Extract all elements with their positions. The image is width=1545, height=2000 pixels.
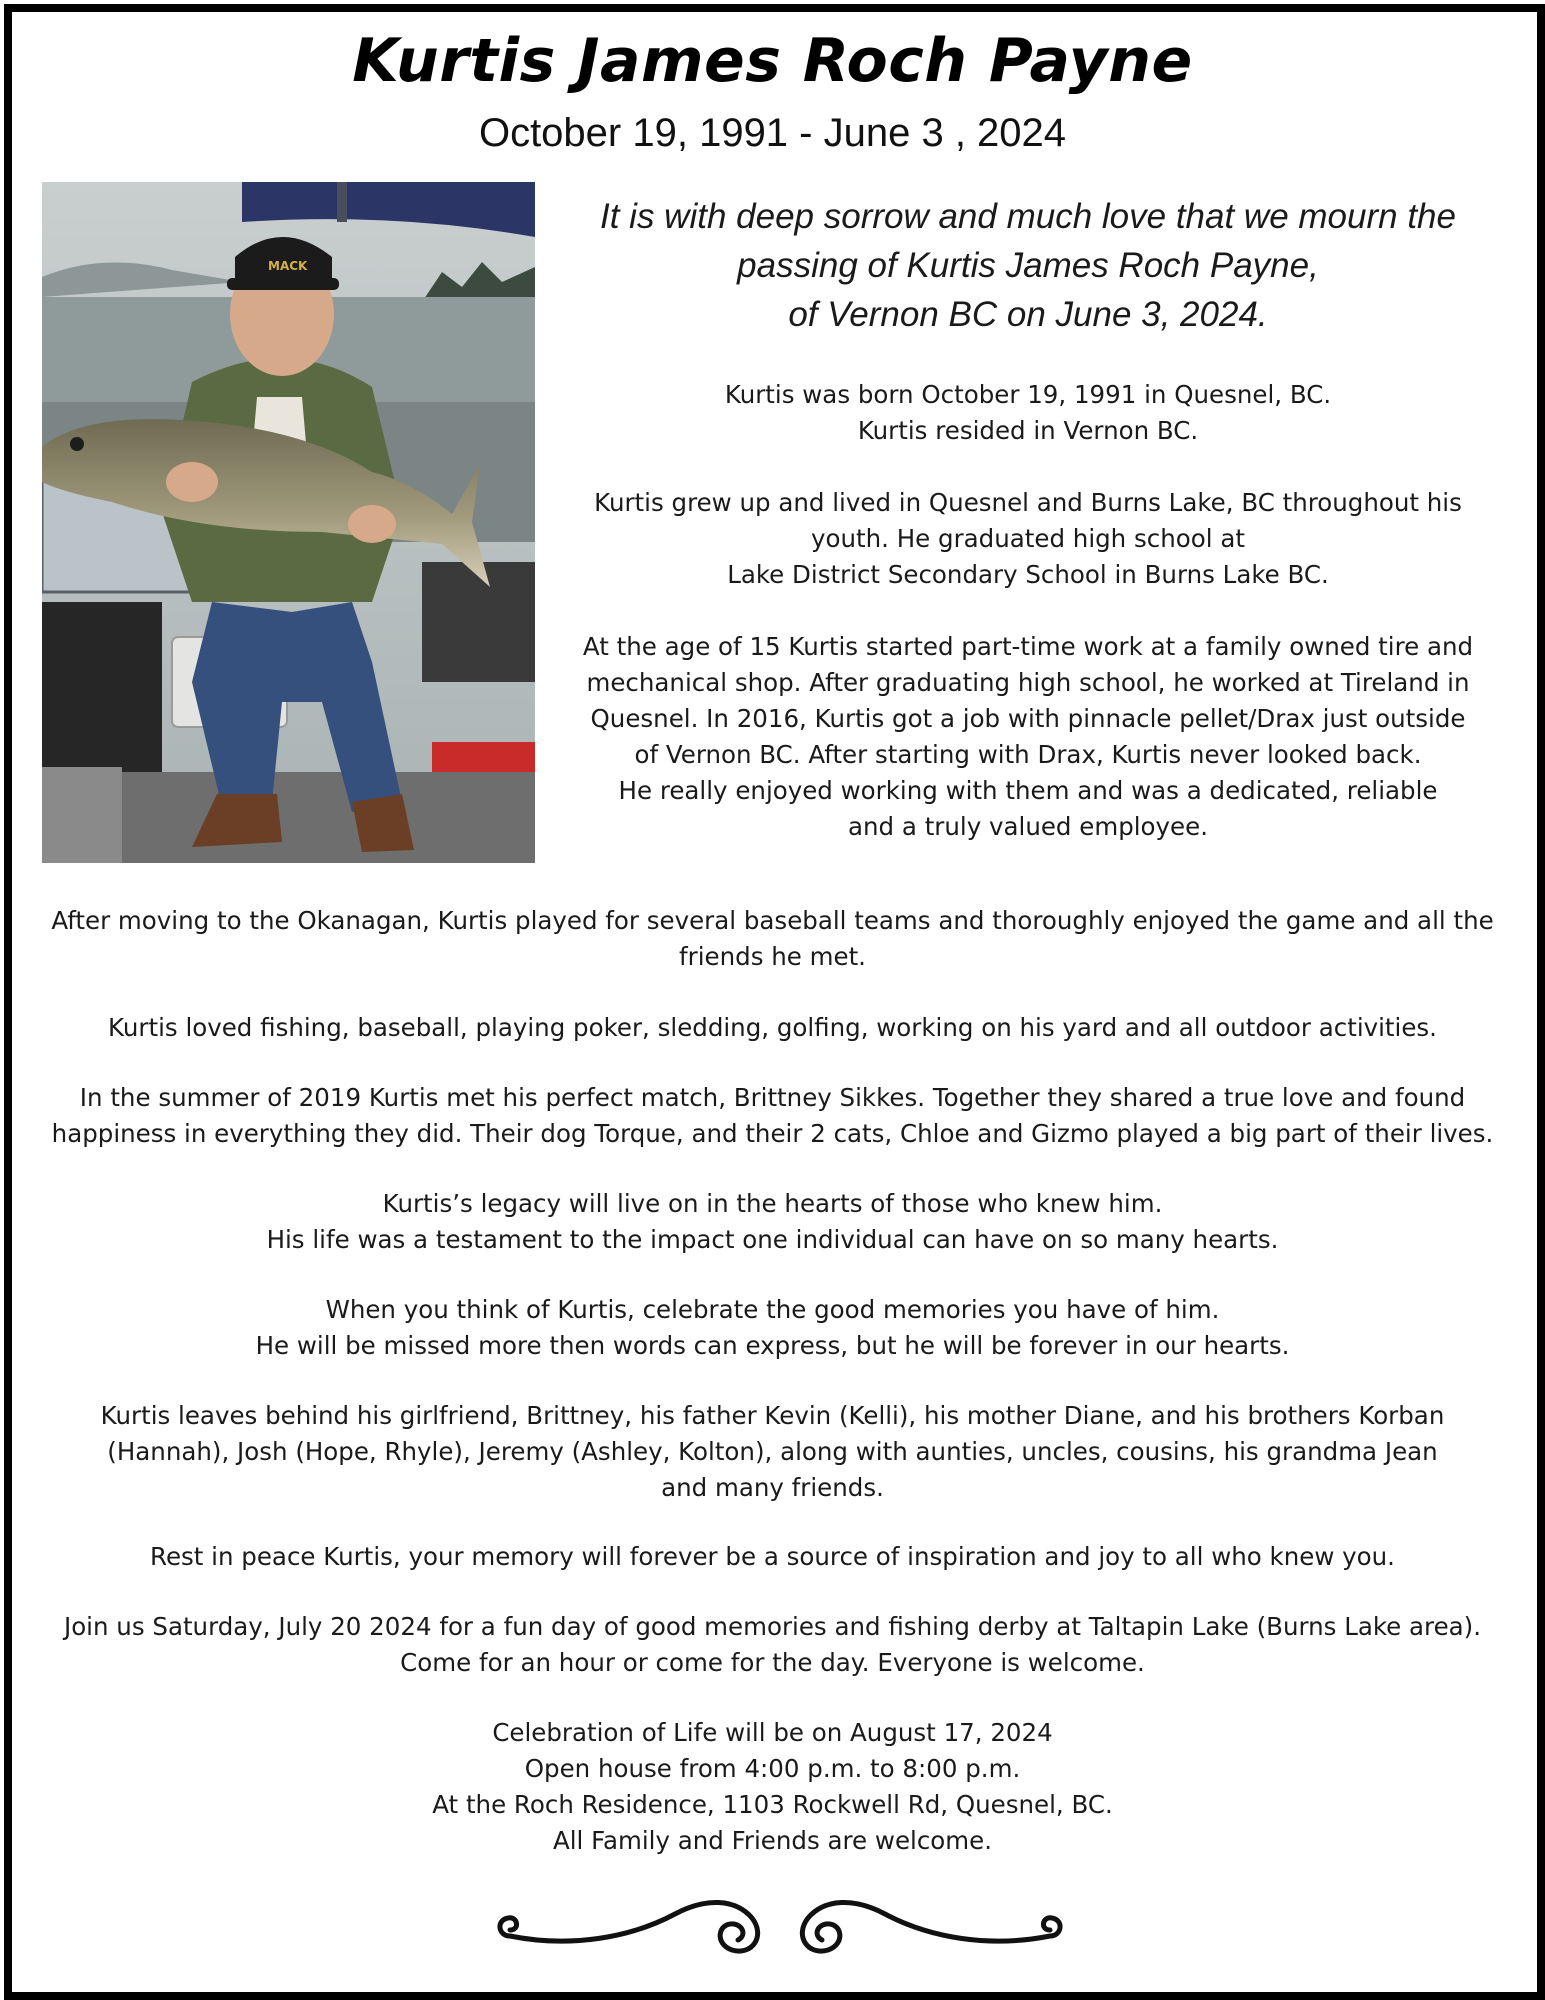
obituary-name: Kurtis James Roch Payne xyxy=(352,26,1193,96)
text-line: At the age of 15 Kurtis started part-time work at a family owned tire and xyxy=(582,632,1474,661)
text-line: When you think of Kurtis, celebrate the good memories you have of him. xyxy=(325,1295,1220,1324)
ornamental-flourish-icon xyxy=(490,1878,1070,1958)
paragraph-partner xyxy=(0,1080,1545,1152)
text-line: Kurtis leaves behind his girlfriend, Brittney, his father Kevin (Kelli), his mother Diane, and his brothers Korban xyxy=(100,1401,1445,1430)
paragraph-legacy xyxy=(0,1186,1545,1258)
text-line: happiness in everything they did. Their dog Torque, and their 2 cats, Chloe and Gizmo played a big part of their lives. xyxy=(51,1119,1494,1148)
text-line: Quesnel. In 2016, Kurtis got a job with pinnacle pellet/Drax just outside xyxy=(590,704,1466,733)
paragraph-baseball xyxy=(0,903,1545,975)
text-line: Rest in peace Kurtis, your memory will forever be a source of inspiration and joy to all who knew you. xyxy=(150,1542,1395,1571)
memorial-photo xyxy=(42,182,535,863)
paragraph-work xyxy=(548,629,1508,845)
paragraph-youth xyxy=(548,485,1508,593)
paragraph-derby xyxy=(0,1609,1545,1681)
text-line: Open house from 4:00 p.m. to 8:00 p.m. xyxy=(524,1754,1021,1783)
text-line: Kurtis was born October 19, 1991 in Quesnel, BC. xyxy=(724,380,1332,409)
text-line: After moving to the Okanagan, Kurtis played for several baseball teams and thoroughly enjoyed the game and all the xyxy=(51,906,1494,935)
text-line: mechanical shop. After graduating high school, he worked at Tireland in xyxy=(586,668,1470,697)
intro-statement xyxy=(548,192,1508,339)
fishing-photo-illustration xyxy=(42,182,535,863)
text-line: Join us Saturday, July 20 2024 for a fun day of good memories and fishing derby at Taltapin Lake (Burns Lake area). xyxy=(63,1612,1482,1641)
paragraph-memories xyxy=(0,1292,1545,1364)
text-line: and a truly valued employee. xyxy=(848,812,1208,841)
text-line: Lake District Secondary School in Burns Lake BC. xyxy=(727,560,1329,589)
text-line: friends he met. xyxy=(679,942,866,971)
text-line: Come for an hour or come for the day. Everyone is welcome. xyxy=(400,1648,1145,1677)
text-line: youth. He graduated high school at xyxy=(811,524,1245,553)
text-line: He will be missed more then words can express, but he will be forever in our hearts. xyxy=(255,1331,1290,1360)
text-line: All Family and Friends are welcome. xyxy=(552,1826,993,1855)
text-line: (Hannah), Josh (Hope, Rhyle), Jeremy (Ashley, Kolton), along with aunties, uncles, cousins, his grandma Jean xyxy=(107,1437,1438,1466)
text-line: of Vernon BC. After starting with Drax, Kurtis never looked back. xyxy=(634,740,1422,769)
text-line: His life was a testament to the impact one individual can have on so many hearts. xyxy=(266,1225,1279,1254)
paragraph-birth xyxy=(548,377,1508,449)
text-line: Kurtis loved fishing, baseball, playing poker, sledding, golfing, working on his yard and all outdoor activities. xyxy=(108,1013,1437,1042)
intro-line: It is with deep sorrow and much love that we mourn the xyxy=(600,197,1456,236)
text-line: and many friends. xyxy=(661,1473,884,1502)
text-line: Kurtis grew up and lived in Quesnel and Burns Lake, BC throughout his xyxy=(594,488,1462,517)
paragraph-hobbies xyxy=(0,1010,1545,1046)
paragraph-celebration xyxy=(0,1715,1545,1859)
intro-line: of Vernon BC on June 3, 2024. xyxy=(788,295,1268,334)
text-line: He really enjoyed working with them and was a dedicated, reliable xyxy=(618,776,1438,805)
text-line: Kurtis resided in Vernon BC. xyxy=(857,416,1199,445)
text-line: Celebration of Life will be on August 17, 2024 xyxy=(492,1718,1053,1747)
paragraph-rest-in-peace xyxy=(0,1539,1545,1575)
text-line: At the Roch Residence, 1103 Rockwell Rd, Quesnel, BC. xyxy=(432,1790,1113,1819)
intro-line: passing of Kurtis James Roch Payne, xyxy=(737,246,1319,285)
text-line: Kurtis’s legacy will live on in the hearts of those who knew him. xyxy=(382,1189,1163,1218)
cap-logo: MACK xyxy=(268,259,308,273)
paragraph-survivors xyxy=(0,1398,1545,1506)
life-dates: October 19, 1991 - June 3 , 2024 xyxy=(478,111,1067,155)
text-line: In the summer of 2019 Kurtis met his perfect match, Brittney Sikkes. Together they shared a true love and found xyxy=(79,1083,1466,1112)
